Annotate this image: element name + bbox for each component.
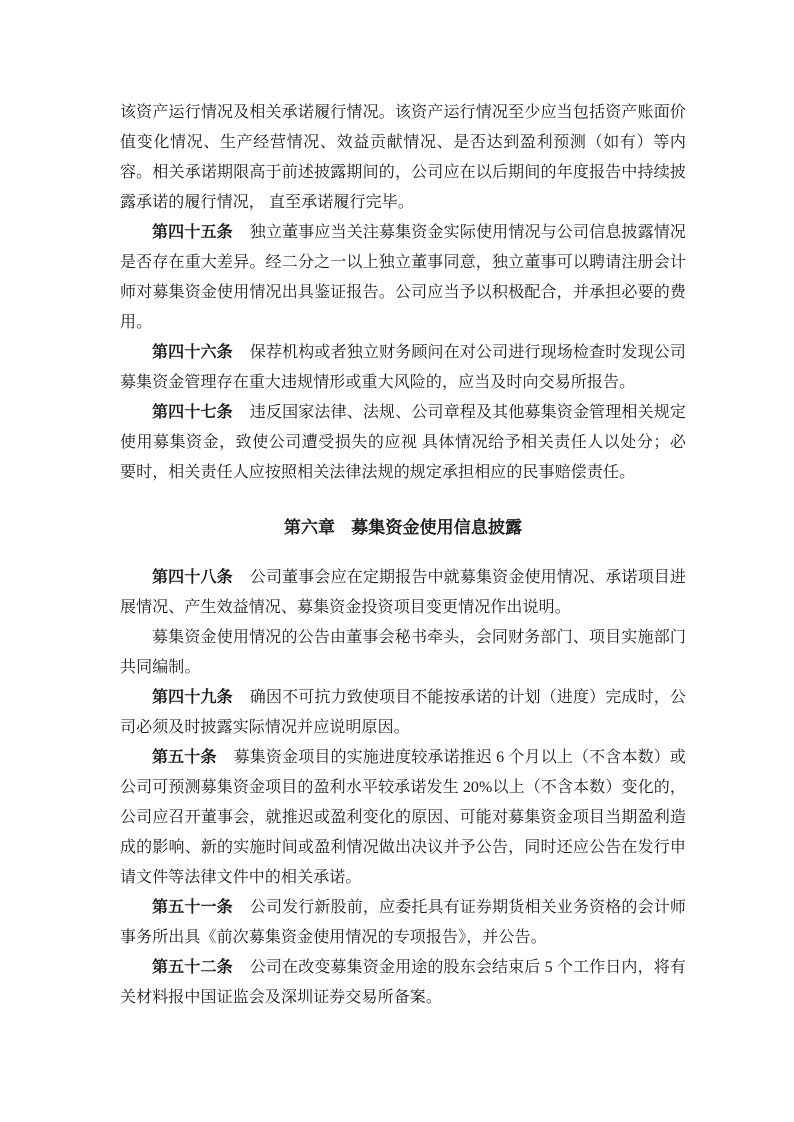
article-text: 保荐机构或者独立财务顾问在对公司进行现场检查时发现公司募集资金管理存在重大违规情形或重大风险的，应当及时向交易所报告。 <box>120 344 686 391</box>
article-number: 第四十七条 <box>152 404 233 421</box>
article-paragraph <box>120 893 686 953</box>
paragraph <box>120 623 686 683</box>
article-paragraph <box>120 398 686 488</box>
paragraph-text: 募集资金使用情况的公告由董事会秘书牵头，会同财务部门、项目实施部门共同编制。 <box>120 629 686 676</box>
article-number: 第五十一条 <box>152 899 233 916</box>
article-text: 募集资金项目的实施进度较承诺推迟 6 个月以上（不含本数）或公司可预测募集资金项目的盈利水平较承诺发生 20%以上（不含本数）变化的，公司应召开董事会，就推迟或盈利变化的原因、可能对募集资金项目当期盈利造成的影响、新的实施时间或盈利情况做出决议并予公告，同时还应公告在发行申请文件等法律文件中的相关承诺。 <box>120 749 686 886</box>
article-number: 第五十二条 <box>152 959 233 976</box>
article-number: 第四十六条 <box>152 344 233 361</box>
article-text: 公司董事会应在定期报告中就募集资金使用情况、承诺项目进展情况、产生效益情况、募集资金投资项目变更情况作出说明。 <box>120 569 686 616</box>
article-number: 第四十九条 <box>152 689 233 706</box>
article-paragraph <box>120 743 686 893</box>
article-paragraph <box>120 338 686 398</box>
chapter-number: 第六章 <box>283 518 336 537</box>
chapter-heading <box>120 513 686 543</box>
article-text: 违反国家法律、法规、公司章程及其他募集资金管理相关规定使用募集资金，致使公司遭受损失的应视 具体情况给予相关责任人以处分；必要时，相关责任人应按照相关法律法规的规定承担相应的民事赔偿责任。 <box>120 404 686 481</box>
article-text: 公司在改变募集资金用途的股东会结束后 5 个工作日内，将有关材料报中国证监会及深圳证券交易所备案。 <box>120 959 686 1006</box>
article-number: 第四十八条 <box>152 569 233 586</box>
chapter-title: 募集资金使用信息披露 <box>351 518 523 537</box>
article-text: 独立董事应当关注募集资金实际使用情况与公司信息披露情况 是否存在重大差异。经二分之一以上独立董事同意，独立董事可以聘请注册会计 师对募集资金使用情况出具鉴证报告。公司应当予以积极配合，并承担必要的费 用。 <box>120 224 686 331</box>
article-paragraph <box>120 953 686 1013</box>
article-paragraph <box>120 683 686 743</box>
article-paragraph <box>120 563 686 623</box>
article-paragraph <box>120 218 686 338</box>
article-text: 确因不可抗力致使项目不能按承诺的计划（进度）完成时，公司必须及时披露实际情况并应说明原因。 <box>120 689 686 736</box>
article-number: 第四十五条 <box>152 224 233 241</box>
paragraph: 该资产运行情况及相关承诺履行情况。该资产运行情况至少应当包括资产账面价值变化情况、生产经营情况、效益贡献情况、是否达到盈利预测（如有）等内容。相关承诺期限高于前述披露期间的，公司应在以后期间的年度报告中持续披露承诺的履行情况， 直至承诺履行完毕。 <box>120 104 686 211</box>
article-text: 公司发行新股前，应委托具有证券期货相关业务资格的会计师事务所出具《前次募集资金使用情况的专项报告》，并公告。 <box>120 899 686 946</box>
article-number: 第五十条 <box>152 749 217 766</box>
